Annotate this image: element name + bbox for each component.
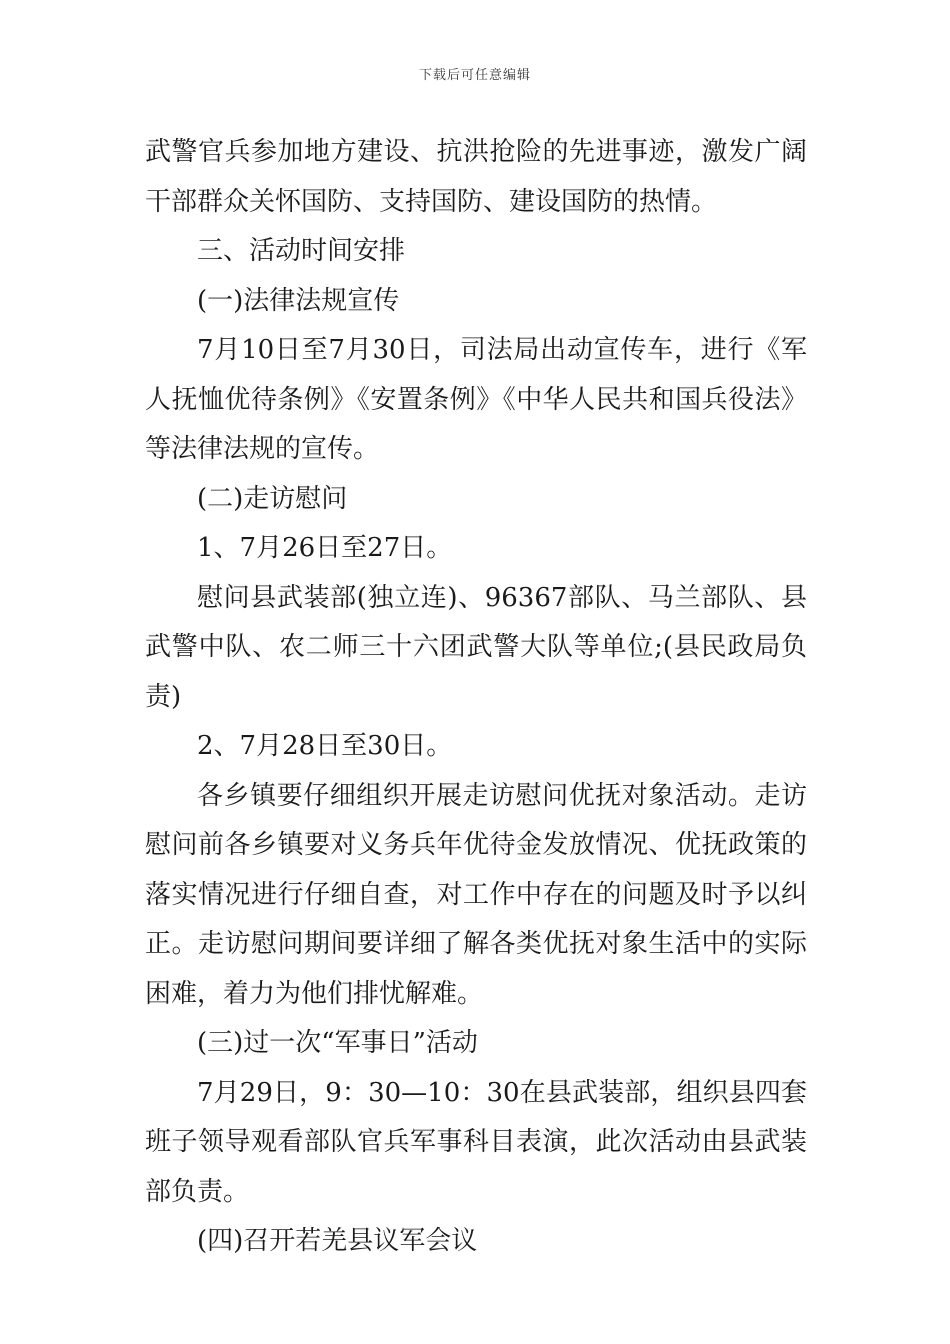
paragraph-visit-units: 慰问县武装部(独立连)、96367部队、马兰部队、县武警中队、农二师三十六团武警大队等单位;(县民政局负责) [145,582,807,712]
subheading-military-day: (三)过一次“军事日”活动 [197,1028,478,1058]
paragraph-military-day: 7月29日，9：30—10：30在县武装部，组织县四套班子领导观看部队官兵军事科目表演，此次活动由县武装部负责。 [145,1077,807,1207]
list-item-visit-date-2: 2、7月28日至30日。 [197,731,453,761]
subheading-law-promotion: (一)法律法规宣传 [197,285,400,316]
list-item-visit-date-1: 1、7月26日至27日。 [197,533,453,563]
section-heading-schedule: 三、活动时间安排 [197,236,406,266]
paragraph-law-promotion: 7月10日至7月30日，司法局出动宣传车，进行《军人抚恤优待条例》《安置条例》《中华人民共和国兵役法》等法律法规的宣传。 [145,335,807,464]
subheading-visits: (二)走访慰问 [197,483,348,514]
paragraph-continuation: 武警官兵参加地方建设、抗洪抢险的先进事迹，激发广阔干部群众关怀国防、支持国防、建设国防的热情。 [145,137,807,217]
document-body [145,128,807,1267]
paragraph-township-visits: 各乡镇要仔细组织开展走访慰问优抚对象活动。走访慰问前各乡镇要对义务兵年优待金发放情况、优抚政策的落实情况进行仔细自查，对工作中存在的问题及时予以纠正。走访慰问期间要详细了解各类优抚对象生活中的实际困难，着力为他们排忧解难。 [145,780,807,1009]
subheading-military-meeting: (四)召开若羌县议军会议 [197,1226,478,1256]
page-header-note: 下载后可任意编辑 [418,68,531,83]
